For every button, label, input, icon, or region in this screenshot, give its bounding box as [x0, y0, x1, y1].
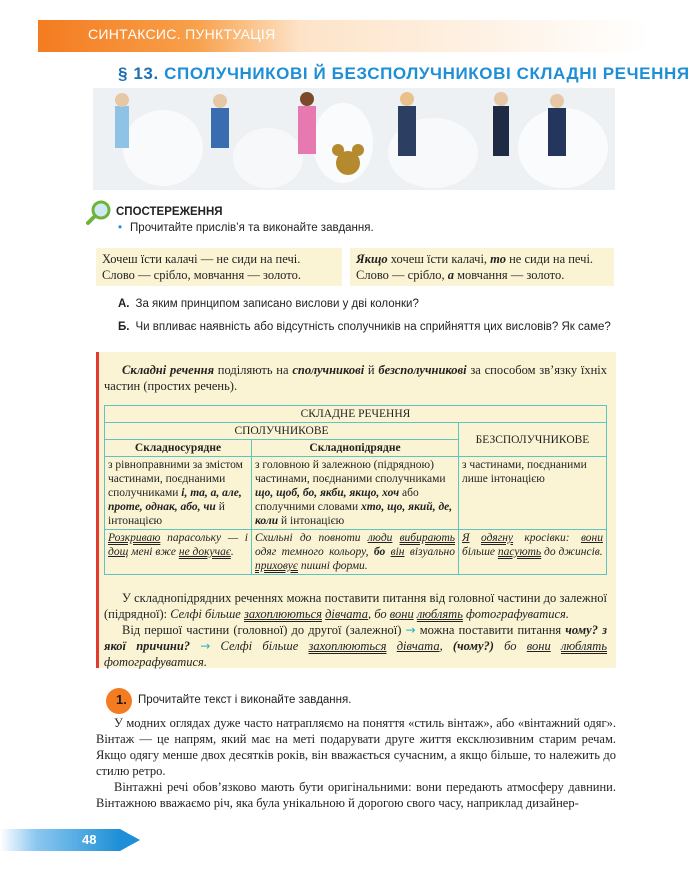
page-number-bar [0, 829, 120, 851]
table-complex-desc: з головною й залежною (підрядною) частинами, поєднаними сполучниками що, щоб, бо, якби, якщо, хоч або сполучними словами хто, що, який, де, коли й інтонацією [252, 457, 459, 530]
rule-definition: Складні речення поділяють на сполучникові й безсполучникові за способом зв’язку їхніх частин (простих речень). [104, 363, 607, 393]
table-complex-header: Складнопідрядне [252, 440, 459, 457]
magnifier-icon [86, 200, 112, 231]
rule-red-bar [96, 352, 99, 668]
paragraph-number: § 13. [118, 64, 159, 83]
table-conj-header: СПОЛУЧНИКОВЕ [105, 423, 459, 440]
question-b: Б. Чи впливає наявність або відсутність сполучників на сприйняття цих висловів? Як саме? [118, 321, 611, 333]
page-number-arrow [120, 829, 140, 851]
arrow-icon: → [200, 639, 211, 653]
question-a: А. За яким принципом записано вислови у дві колонки? [118, 298, 419, 310]
observation-task-text: Прочитайте прислів’я та виконайте завдання. [130, 222, 374, 234]
children-fashion-photo [93, 88, 615, 190]
proverbs-left-box [96, 248, 342, 286]
proverb-right-1: Якщо хочеш їсти калачі, то не сиди на печі. [356, 252, 594, 266]
section-header-title: СИНТАКСИС. ПУНКТУАЦІЯ [88, 26, 276, 42]
table-nonconj-header: БЕЗСПОЛУЧНИКОВЕ [459, 423, 607, 457]
proverb-right-2: Слово — срібло, а мовчання — золото. [356, 268, 565, 282]
exercise-number: 1. [116, 692, 127, 707]
table-complex-example: Схильні до повноти люди вибирають одяг темного кольору, бо він візуально приховує пишні форми. [252, 530, 459, 575]
table-compound-header: Складносурядне [105, 440, 252, 457]
rule-question-explanation: У складнопідрядних реченнях можна поставити питання від головної частини до залежної (підрядної): Селфі більше захоплюються дівчата, бо вони люблять фотографуватися. [104, 591, 607, 621]
exercise-paragraph-1: У модних оглядах дуже часто натрапляємо на поняття «стиль вінтаж», або «вінтажний одяг». Вінтаж — це напрям, який має на меті подарувати друге життя ексклюзивним старим речам. Якщо одягу менше двох десятків років, він вважається сучасним, а якщо більше, то належить до стилю ретро. [96, 716, 616, 778]
paragraph-title-text: СПОЛУЧНИКОВІ Й БЕЗСПОЛУЧНИКОВІ СКЛАДНІ РЕЧЕННЯ [164, 64, 690, 83]
paragraph-title [118, 64, 690, 84]
proverb-left-1: Хочеш їсти калачі — не сиди на печі. [102, 252, 301, 266]
exercise-paragraph-2: Вінтажні речі обов’язково мають бути оригінальними: вони передають атмосферу давнини. Вінтажною вважаємо річ, яка була унікальною й дорогою свого часу, наприклад дизайнер- [96, 780, 616, 810]
exercise-task: Прочитайте текст і виконайте завдання. [138, 694, 352, 706]
table-nonconj-desc: з частинами, поєднаними лише інтонацією [459, 457, 607, 530]
arrow-icon: → [405, 623, 416, 637]
page-number: 48 [82, 832, 97, 847]
section-header-fade [300, 20, 650, 52]
table-compound-desc: з рівноправними за змістом частинами, поєднаними сполучниками і, та, а, але, проте, однак, або, чи й інтонацією [105, 457, 252, 530]
table-title: СКЛАДНЕ РЕЧЕННЯ [105, 406, 607, 423]
complex-sentence-table [104, 405, 607, 575]
observation-title: СПОСТЕРЕЖЕННЯ [116, 206, 223, 218]
proverbs-right-box [350, 248, 614, 286]
proverb-left-2: Слово — срібло, мовчання — золото. [102, 268, 301, 282]
rule-question-example: Від першої частини (головної) до другої (залежної) → можна поставити питання чому? з якої причини? → Селфі більше захоплюються дівчата, (чому?) бо вони люблять фотографуватися. [104, 623, 608, 669]
table-compound-example: Розкриваю парасольку — і дощ мені вже не докучає. [105, 530, 252, 575]
table-nonconj-example: Я одягну кросівки: вони більше пасують до джинсів. [459, 530, 607, 575]
observation-task: • Прочитайте прислів’я та виконайте завдання. [118, 222, 374, 234]
